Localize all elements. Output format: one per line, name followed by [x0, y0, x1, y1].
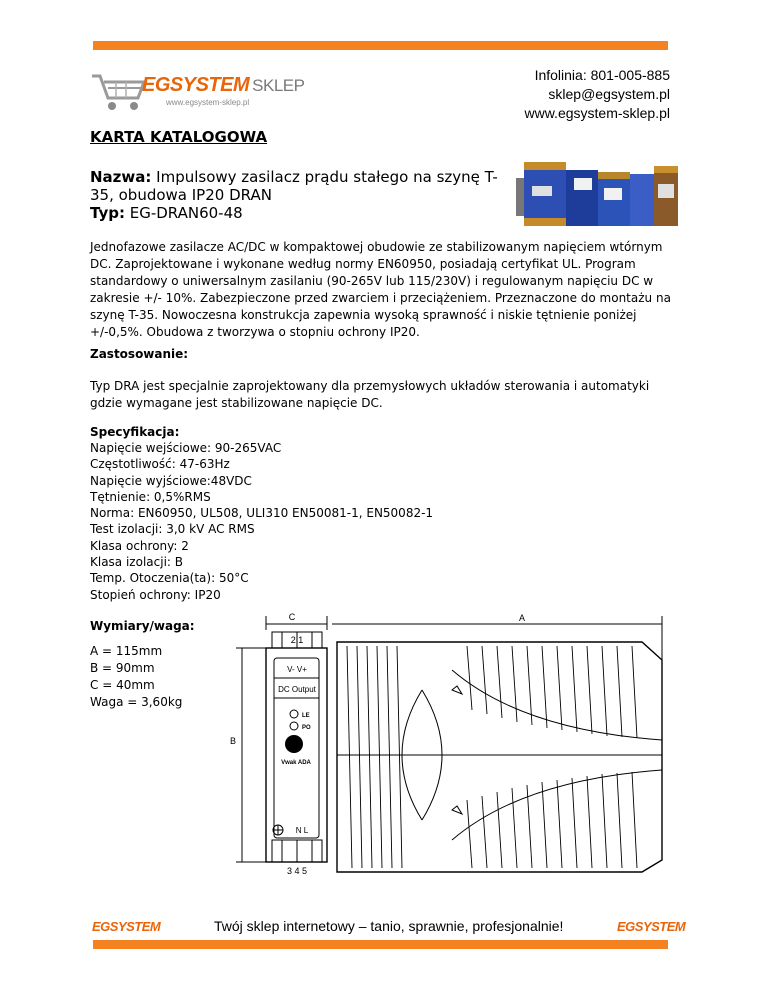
front-po-label: PO [302, 725, 311, 731]
front-le-label: LE [302, 713, 310, 719]
dim-label-b: B [230, 736, 237, 746]
contact-info [525, 66, 671, 123]
shopping-cart-icon [90, 70, 150, 114]
type-value: EG-DRAN60-48 [124, 204, 243, 222]
spec-item: Częstotliwość: 47-63Hz [90, 457, 230, 472]
footer-logo-right: EGSYSTEM [617, 919, 686, 934]
bottom-accent-bar [93, 940, 668, 949]
spec-item: Test izolacji: 3,0 kV AC RMS [90, 522, 255, 537]
logo-url: www.egsystem-sklep.pl [166, 98, 250, 107]
specification-heading: Specyfikacja: [90, 425, 180, 439]
dim-item: B = 90mm [90, 661, 155, 675]
dimensions-list [90, 643, 182, 711]
egsystem-logo[interactable] [90, 70, 305, 114]
spec-item: Temp. Otoczenia(ta): 50°C [90, 571, 249, 586]
page-title: KARTA KATALOGOWA [90, 128, 268, 146]
product-photo [512, 156, 684, 230]
technical-drawing [222, 610, 684, 880]
name-value: Impulsowy zasilacz prądu stałego na szynę T-35, obudowa IP20 DRAN [90, 168, 498, 204]
spec-item: Napięcie wyjściowe:48VDC [90, 473, 252, 488]
email-link[interactable]: sklep@egsystem.pl [548, 86, 670, 102]
phone-line: Infolinia: 801-005-885 [534, 67, 670, 83]
top-terminal-label: 2 1 [290, 635, 304, 645]
front-nl-label: N L [295, 826, 309, 835]
dim-item: A = 115mm [90, 644, 163, 658]
description-paragraph: Jednofazowe zasilacze AC/DC w kompaktowej obudowie ze stabilizowanym napięciem wtórnym DC. Zaprojektowane i wykonane według normy EN60950, posiadają certyfikat UL. Program standardowy o uniwersalnym zasilaniu (90-265V lub 115/230V) i regulowanym napięciu DC w zakresie +/- 10%. Zabezpieczone przed zwarciem i przeciążeniem. Przeznaczone do montażu na szynę T-35. Nowoczesna konstrukcja zapewnia wysoką sprawność i niskie tętnienie poniżej +/-0,5%. Obudowa z tworzywa o stopniu ochrony IP20. [90, 240, 671, 339]
specification-list [90, 440, 433, 603]
type-label: Typ: [90, 204, 125, 222]
dim-label-c: C [288, 612, 296, 622]
dimensions-heading: Wymiary/waga: [90, 619, 195, 633]
name-label: Nazwa: [90, 168, 152, 186]
product-name-block [90, 168, 510, 222]
spec-item: Klasa ochrony: 2 [90, 538, 189, 553]
front-dc-output-label: DC Output [278, 685, 316, 694]
dim-item: C = 40mm [90, 678, 155, 692]
dim-label-a: A [518, 613, 526, 623]
spec-item: Klasa izolacji: B [90, 555, 183, 570]
bottom-terminal-label: 3 4 5 [286, 866, 308, 876]
spec-item: Tętnienie: 0,5%RMS [90, 489, 211, 504]
spec-item: Norma: EN60950, UL508, ULI310 EN50081-1, EN50082-1 [90, 506, 434, 521]
top-accent-bar [93, 41, 668, 50]
footer-logo-left: EGSYSTEM [92, 919, 161, 934]
logo-wordmark: EGSYSTEM SKLEP [142, 74, 305, 96]
application-paragraph: Typ DRA jest specjalnie zaprojektowany dla przemysłowych układów sterowania i automatyki gdzie wymagane jest stabilizowane napięcie DC. [90, 379, 650, 410]
front-brand-label: Vwak ADA [281, 760, 311, 766]
dim-item: Waga = 3,60kg [90, 695, 183, 709]
footer-slogan: Twój sklep internetowy – tanio, sprawnie, profesjonalnie! [214, 918, 564, 934]
spec-item: Stopień ochrony: IP20 [90, 587, 221, 602]
application-heading: Zastosowanie: [90, 347, 189, 361]
front-voltage-label: V- V+ [287, 665, 307, 674]
spec-item: Napięcie wejściowe: 90-265VAC [90, 441, 282, 455]
website-link[interactable]: www.egsystem-sklep.pl [524, 105, 670, 121]
